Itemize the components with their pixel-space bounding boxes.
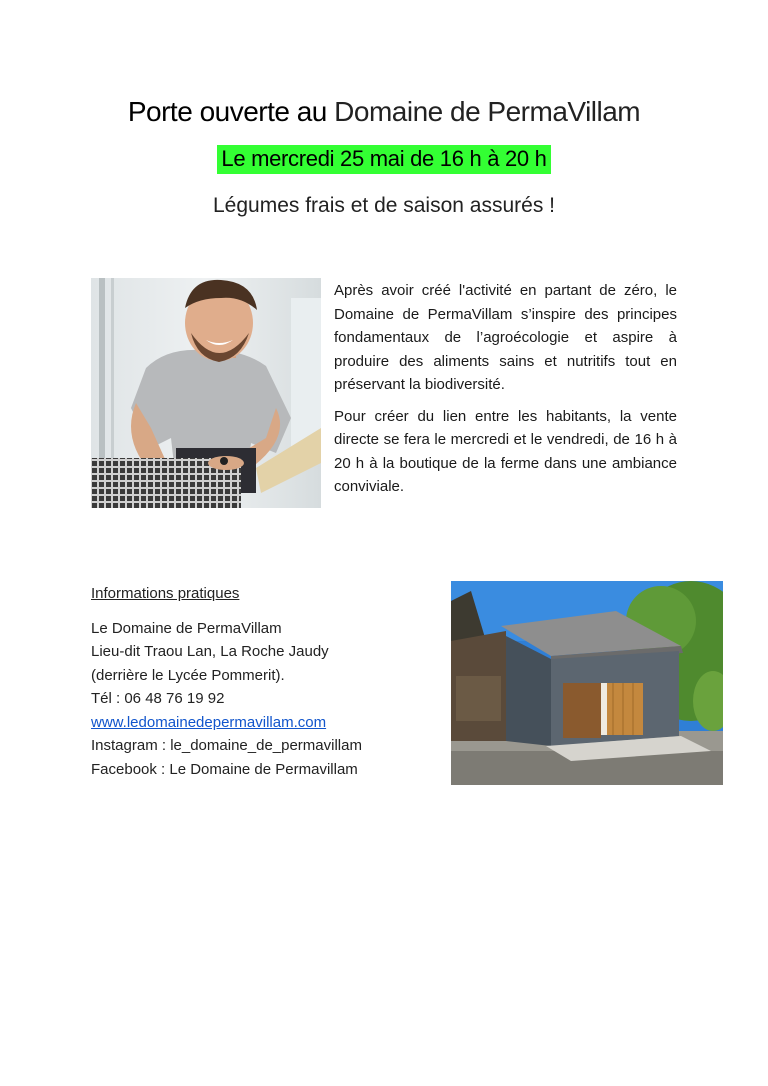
intro-paragraph-1: Après avoir créé l'activité en partant de zéro, le Domaine de PermaVillam s’inspire des principes fondamentaux de l’agroécologie et aspire à produire des aliments sains et nutritifs tout en préservant la biodiversité. [334, 282, 677, 393]
practical-info [91, 582, 431, 781]
intro-text [334, 279, 677, 507]
info-address: Lieu-dit Traou Lan, La Roche Jaudy [91, 643, 329, 660]
farm-building-photo [451, 581, 723, 785]
info-facebook: Facebook : Le Domaine de Permavillam [91, 760, 358, 778]
page-title [0, 96, 768, 128]
subtitle: Légumes frais et de saison assurés ! [212, 194, 555, 217]
intro-paragraph-2: Pour créer du lien entre les habitants, la vente directe se fera le mercredi et le vendredi, de 16 h à 20 h à la boutique de la ferme dans une ambiance conviviale. [334, 407, 677, 495]
title-domain-name: Domaine de PermaVillam [334, 96, 641, 127]
title-prefix: Porte ouverte au [127, 96, 335, 127]
event-date-highlight: Le mercredi 25 mai de 16 h à 20 h [217, 145, 550, 174]
info-landmark: (derrière le Lycée Pommerit). [91, 666, 285, 684]
event-date-row [0, 145, 768, 174]
practical-info-heading: Informations pratiques [91, 585, 240, 602]
info-name: Le Domaine de PermaVillam [91, 619, 282, 637]
website-link[interactable]: www.ledomainedepermavillam.com [91, 713, 327, 731]
farmer-photo [91, 278, 321, 508]
info-phone: Tél : 06 48 76 19 92 [91, 690, 225, 707]
info-instagram: Instagram : le_domaine_de_permavillam [91, 737, 362, 754]
